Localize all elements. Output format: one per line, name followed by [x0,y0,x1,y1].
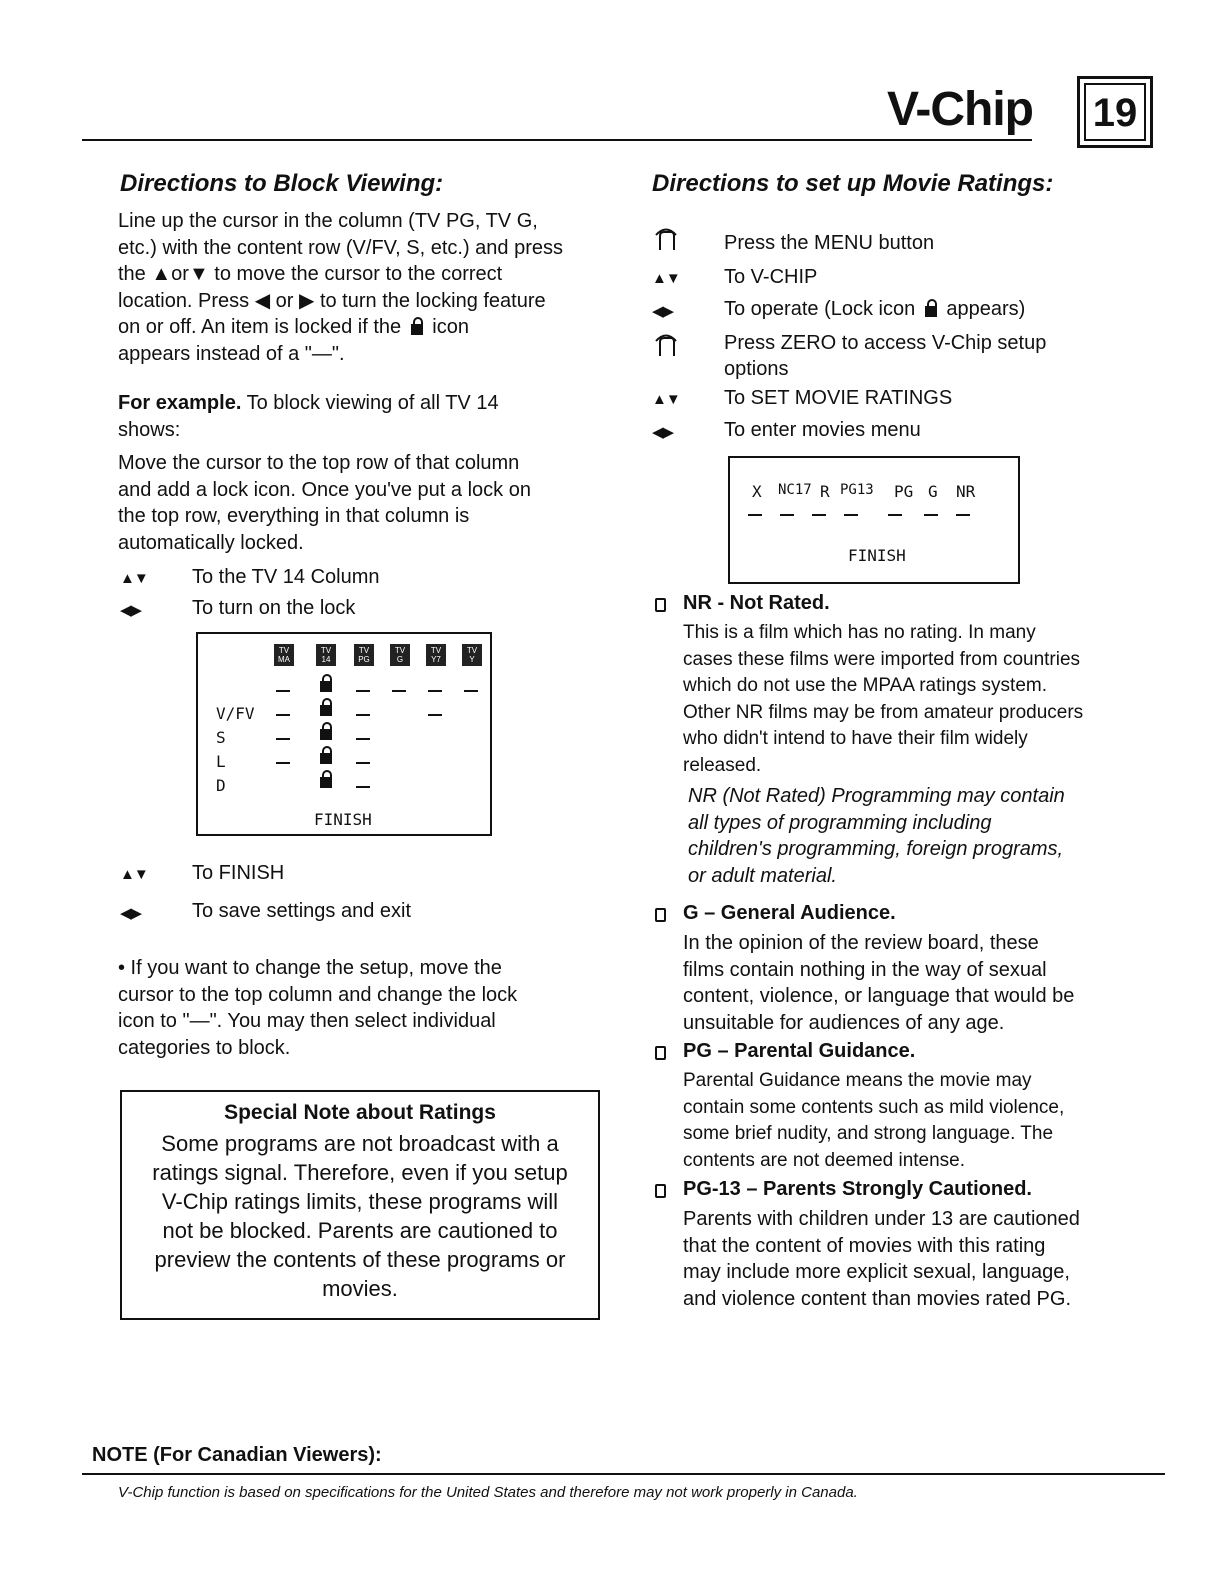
unlocked-dash [748,514,762,516]
up-down-arrows-icon: ▲▼ [120,570,148,587]
tv-pg-icon: TV PG [354,644,374,666]
rating-heading: PG – Parental Guidance. [683,1040,916,1062]
unlocked-dash [392,690,406,692]
checkbox-icon [655,598,666,612]
example-paragraph: For example. To block viewing of all TV 14 shows: [118,392,499,441]
lock-icon [411,317,423,335]
movie-ratings-screen [728,456,1020,584]
tv-ma-icon: TV MA [274,644,294,666]
left-right-arrows-icon: ◀▶ [652,303,674,320]
unlocked-dash [356,786,370,788]
change-setup-paragraph: • If you want to change the setup, move the cursor to the top column and change the lock icon to "—". You may then select individual categories to block. [118,957,518,1059]
header-rule [82,139,1032,141]
rating-italic-note: NR (Not Rated) Programming may contain all types of programming including children's programming, foreign programs, or adult material. [688,785,1065,887]
unlocked-dash [464,690,478,692]
rating-label: NC17 [778,482,812,498]
remote-icon [654,226,678,252]
intro-line: Line up the cursor in the column (TV PG, TV G, [118,210,538,232]
unlocked-dash [276,714,290,716]
example-label: For example. [118,392,242,414]
step-text: To V-CHIP [724,266,818,288]
rating-label: PG [894,482,914,501]
intro-line: location. Press ◀ or ▶ to turn the locking feature [118,289,546,312]
unlocked-dash [924,514,938,516]
page-number-box [1077,76,1153,148]
unlocked-dash [356,738,370,740]
rating-label: G [928,482,938,501]
left-right-arrows-icon: ◀▶ [120,905,142,922]
checkbox-icon [655,908,666,922]
special-note-title: Special Note about Ratings [224,1101,496,1124]
lock-icon [320,698,332,716]
rating-description: This is a film which has no rating. In many cases these films were imported from countries which do not use the MPAA ratings system. Other NR films may be from amateur producers who didn't intend to have their film widely released. [683,622,1084,776]
up-down-arrows-icon: ▲▼ [652,270,680,287]
rating-label: NR [956,482,976,501]
unlocked-dash [428,690,442,692]
footer-rule [82,1473,1165,1475]
movie-ratings-title: Directions to set up Movie Ratings: [652,170,1054,197]
unlocked-dash [780,514,794,516]
unlocked-dash [276,762,290,764]
unlocked-dash [276,738,290,740]
tv-ratings-screen [196,632,492,836]
move-paragraph: Move the cursor to the top row of that column and add a lock icon. Once you've put a lock on the top row, everything in that column is automatically locked. [118,452,531,554]
rating-heading: NR - Not Rated. [683,592,830,614]
step-text: To enter movies menu [724,419,921,441]
special-note-box [120,1090,600,1320]
tv-y7-icon: TV Y7 [426,644,446,666]
special-note-body: Some programs are not broadcast with a ratings signal. Therefore, even if you setup V-Chip ratings limits, these programs will not be blocked. Parents are cautioned to preview the contents of these programs or movies. [152,1131,568,1301]
intro-line: on or off. An item is locked if the icon [118,316,469,338]
remote-icon [654,332,678,358]
left-right-arrows-icon: ◀▶ [652,424,674,441]
unlocked-dash [428,714,442,716]
lock-icon [320,674,332,692]
up-down-arrows-icon: ▲▼ [652,391,680,408]
canadian-note-text: V-Chip function is based on specifications for the United States and therefore may not work properly in Canada. [118,1484,858,1501]
row-label: V/FV [216,704,255,723]
page-number: 19 [1084,83,1146,141]
rating-description: Parents with children under 13 are cautioned that the content of movies with this rating may include more explicit sexual, language, and violence content than movies rated PG. [683,1208,1080,1310]
checkbox-icon [655,1184,666,1198]
unlocked-dash [844,514,858,516]
rating-label: R [820,482,830,501]
intro-line: appears instead of a "—". [118,342,345,365]
tv-14-icon: TV 14 [316,644,336,666]
lock-icon [320,770,332,788]
checkbox-icon [655,1046,666,1060]
rating-description: Parental Guidance means the movie may contain some contents such as mild violence, some brief nudity, and strong language. The contents are not deemed intense. [683,1070,1065,1171]
step-text: To turn on the lock [192,597,356,619]
lock-icon [925,299,937,317]
step-text: To the TV 14 Column [192,566,380,588]
unlocked-dash [888,514,902,516]
rating-label: X [752,482,762,501]
block-viewing-title: Directions to Block Viewing: [120,170,444,197]
step-text: To operate (Lock icon appears) [724,298,1026,320]
tv-g-icon: TV G [390,644,410,666]
rating-description: In the opinion of the review board, these films contain nothing in the way of sexual content, violence, or language that would be unsuitable for audiences of any age. [683,932,1075,1034]
finish-label: FINISH [314,810,372,829]
rating-heading: PG-13 – Parents Strongly Cautioned. [683,1178,1032,1200]
row-label: S [216,728,226,747]
step-text: Press the MENU button [724,232,935,254]
unlocked-dash [956,514,970,516]
rating-label: PG13 [840,482,874,498]
left-right-arrows-icon: ◀▶ [120,602,142,619]
rating-heading: G – General Audience. [683,902,896,924]
icon-word: icon [432,316,469,338]
unlocked-dash [356,714,370,716]
canadian-note-heading: NOTE (For Canadian Viewers): [92,1444,382,1466]
tv-y-icon: TV Y [462,644,482,666]
lock-icon [320,722,332,740]
page-title: V-Chip [887,83,1033,136]
step-text: To SET MOVIE RATINGS [724,387,953,409]
up-down-arrows-icon: ▲▼ [120,866,148,883]
unlocked-dash [276,690,290,692]
step-text: Press ZERO to access V-Chip setup options [724,332,1047,380]
step-text: To FINISH [192,862,285,884]
finish-label: FINISH [848,546,906,565]
row-label: D [216,776,226,795]
lock-icon [320,746,332,764]
unlocked-dash [356,690,370,692]
intro-line: the ▲or▼ to move the cursor to the correct [118,263,503,285]
block-intro [118,208,598,367]
unlocked-dash [812,514,826,516]
unlocked-dash [356,762,370,764]
intro-line: etc.) with the content row (V/FV, S, etc.) and press [118,236,564,259]
row-label: L [216,752,226,771]
step-text: To save settings and exit [192,900,412,922]
